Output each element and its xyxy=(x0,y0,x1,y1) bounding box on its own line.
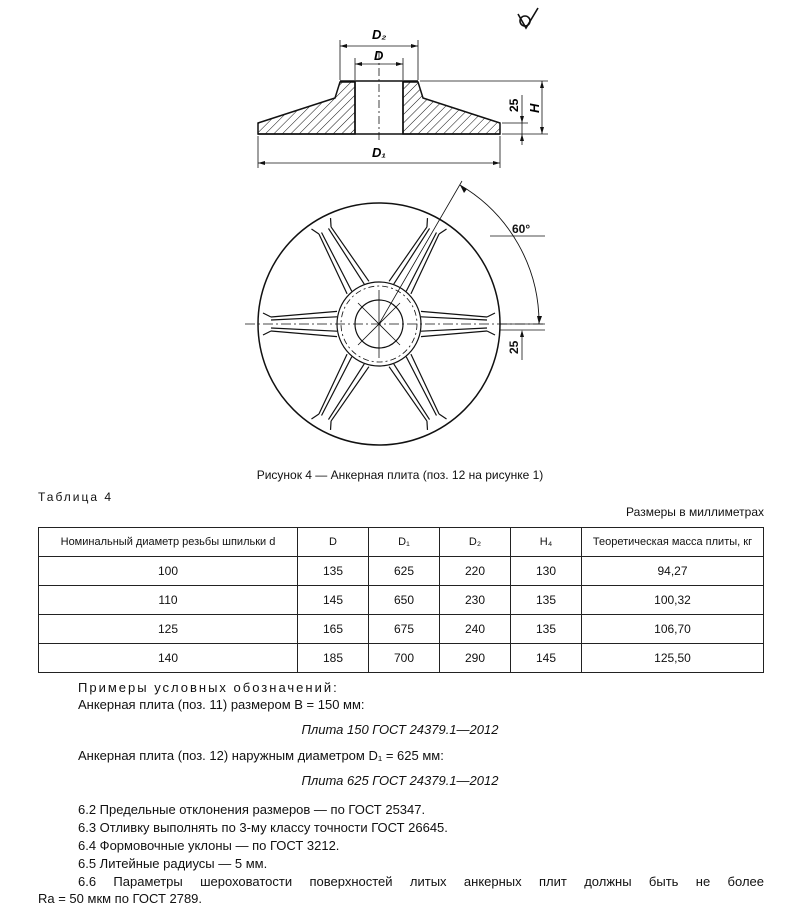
roughness-symbol-icon xyxy=(518,8,538,28)
example1-intro: Анкерная плита (поз. 11) размером B = 150 мм: xyxy=(78,697,365,712)
rib-end xyxy=(311,218,331,234)
cell-H4: 145 xyxy=(511,644,582,673)
cell-D2: 220 xyxy=(440,557,511,586)
label-angle: 60° xyxy=(512,222,531,236)
example2-code: Плита 625 ГОСТ 24379.1—2012 xyxy=(301,773,499,788)
rib-line xyxy=(271,331,337,337)
example1-code: Плита 150 ГОСТ 24379.1—2012 xyxy=(301,722,499,737)
paragraph-6-2: 6.2 Предельные отклонения размеров — по ГОСТ 25347. xyxy=(78,802,426,817)
table-header-row xyxy=(39,528,764,557)
label-d2: D₂ xyxy=(372,27,387,42)
cell-D1: 650 xyxy=(369,586,440,615)
paragraph-6-6-line2: Ra = 50 мкм по ГОСТ 2789. xyxy=(38,891,203,906)
header-d: Номинальный диаметр резьбы шпильки d xyxy=(39,528,298,557)
cell-D2: 290 xyxy=(440,644,511,673)
dimensions-table xyxy=(38,527,764,673)
cell-H4: 130 xyxy=(511,557,582,586)
header-D1: D₁ xyxy=(369,528,440,557)
rib-end xyxy=(311,414,331,430)
cell-mass: 94,27 xyxy=(582,557,764,586)
paragraph-6-4: 6.4 Формовочные уклоны — по ГОСТ 3212. xyxy=(78,838,340,853)
cell-d: 100 xyxy=(39,557,298,586)
rib-end xyxy=(427,414,447,430)
cell-D1: 675 xyxy=(369,615,440,644)
cell-D1: 700 xyxy=(369,644,440,673)
cell-d: 140 xyxy=(39,644,298,673)
rib-line xyxy=(421,331,487,337)
header-H4: H₄ xyxy=(511,528,582,557)
cell-mass: 106,70 xyxy=(582,615,764,644)
cell-d: 125 xyxy=(39,615,298,644)
cell-mass: 125,50 xyxy=(582,644,764,673)
paragraph-6-3: 6.3 Отливку выполнять по 3-му классу точности ГОСТ 26645. xyxy=(78,820,448,835)
cell-D: 185 xyxy=(298,644,369,673)
header-D2: D₂ xyxy=(440,528,511,557)
paragraph-6-6-line1: 6.6 Параметры шероховатости поверхностей литых анкерных плит должны быть не более xyxy=(78,874,764,889)
header-D: D xyxy=(298,528,369,557)
header-mass: Теоретическая масса плиты, кг xyxy=(582,528,764,557)
table-row xyxy=(39,586,764,615)
cell-D2: 240 xyxy=(440,615,511,644)
plan-view xyxy=(245,181,545,445)
cell-D: 165 xyxy=(298,615,369,644)
table-row xyxy=(39,615,764,644)
cell-D: 135 xyxy=(298,557,369,586)
cell-H4: 135 xyxy=(511,615,582,644)
cell-D1: 625 xyxy=(369,557,440,586)
rib-line xyxy=(271,328,337,331)
cell-mass: 100,32 xyxy=(582,586,764,615)
table-row xyxy=(39,644,764,673)
rib-line xyxy=(271,311,337,317)
label-25-side: 25 xyxy=(507,98,521,112)
label-d1: D₁ xyxy=(372,145,386,160)
rib-line xyxy=(271,317,337,320)
cell-D: 145 xyxy=(298,586,369,615)
table-row xyxy=(39,557,764,586)
rib-end xyxy=(427,218,447,234)
label-h: H xyxy=(527,103,542,113)
rib-line xyxy=(421,317,487,320)
paragraph-6-5: 6.5 Литейные радиусы — 5 мм. xyxy=(78,856,268,871)
cell-H4: 135 xyxy=(511,586,582,615)
label-25-plan: 25 xyxy=(507,340,521,354)
side-section-view xyxy=(258,27,548,168)
cell-d: 110 xyxy=(39,586,298,615)
rib-line xyxy=(421,328,487,331)
rib-line xyxy=(421,311,487,317)
figure-caption: Рисунок 4 — Анкерная плита (поз. 12 на рисунке 1) xyxy=(256,468,544,482)
examples-heading: Примеры условных обозначений: xyxy=(78,680,339,695)
table-title: Таблица 4 xyxy=(38,490,114,504)
example2-intro: Анкерная плита (поз. 12) наружным диаметром D₁ = 625 мм: xyxy=(78,748,444,763)
cell-D2: 230 xyxy=(440,586,511,615)
label-d: D xyxy=(374,48,384,63)
table-units: Размеры в миллиметрах xyxy=(626,505,764,519)
